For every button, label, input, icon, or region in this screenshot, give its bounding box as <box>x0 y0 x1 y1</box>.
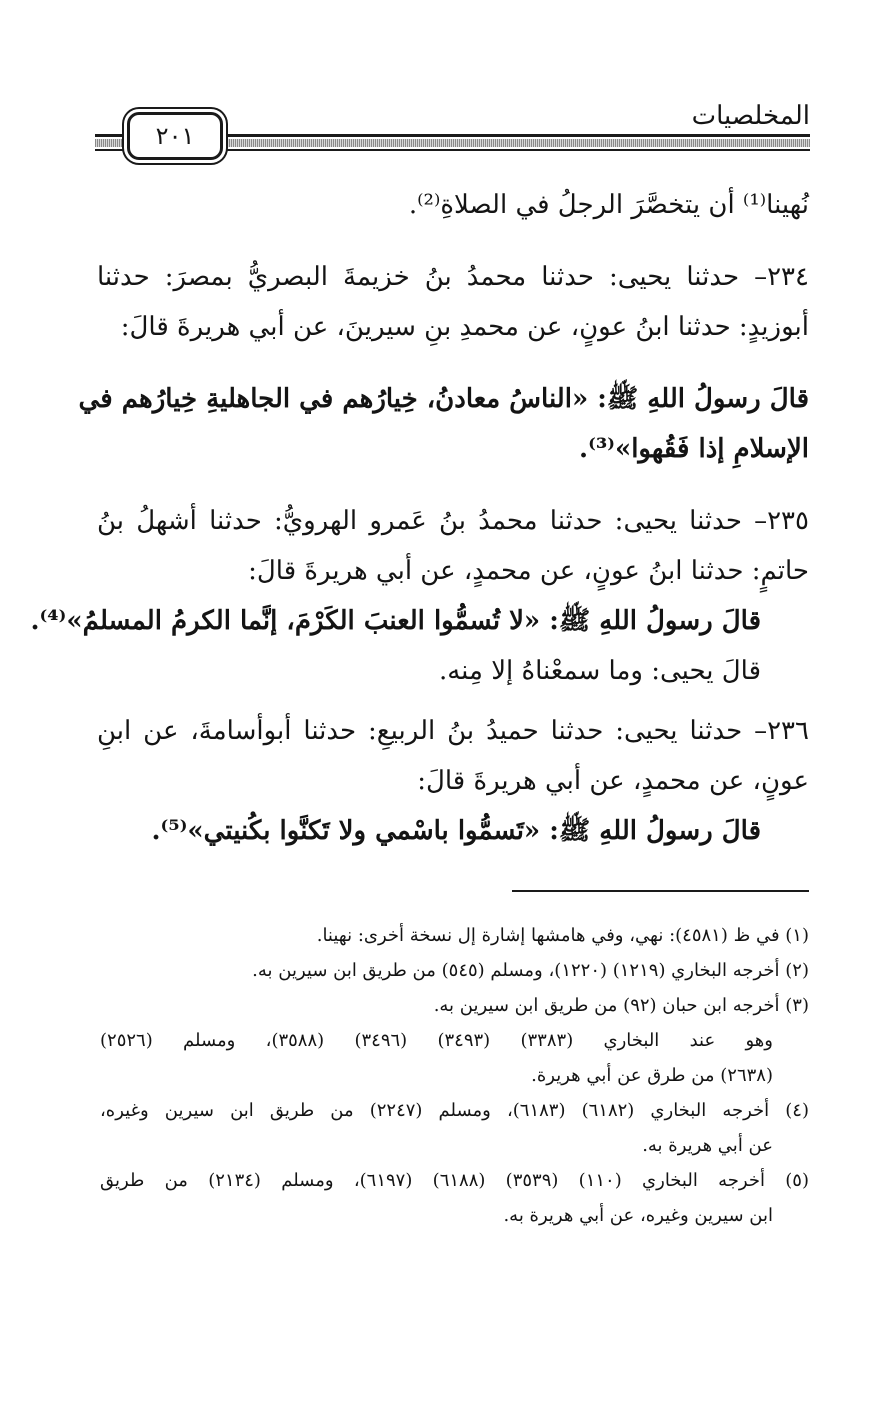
footnote-5: (٥) أخرجه البخاري (١١٠) (٣٥٣٩) (٦١٨٨) (٦١٩٧)، ومسلم (٢١٣٤) من طريق <box>100 1170 809 1191</box>
footnote-2: (٢) أخرجه البخاري (١٢١٩) (١٢٢٠)، ومسلم (٥٤٥) من طريق ابن سيرين به. <box>252 960 809 981</box>
hadith-236-text: قالَ رسولُ اللهِ ﷺ: «تَسمُّوا باسْمي ولا تَكنَّوا بكُنيتي»⁽⁵⁾. <box>151 816 761 846</box>
hadith-234-chain: ٢٣٤– حدثنا يحيى: حدثنا محمدُ بنُ خزيمةَ البصريُّ بمصرَ: حدثنا <box>97 262 809 292</box>
footnote-3: (٣) أخرجه ابن حبان (٩٢) من طريق ابن سيرين به. <box>433 995 809 1016</box>
page-number: ٢٠١ <box>155 122 195 150</box>
footnote-3-cont-2: (٢٦٣٨) من طرق عن أبي هريرة. <box>531 1065 773 1086</box>
footnote-4: (٤) أخرجه البخاري (٦١٨٢) (٦١٨٣)، ومسلم (٢٢٤٧) من طريق ابن سيرين وغيره، <box>100 1100 809 1121</box>
hadith-234-chain-cont: أبوزيدٍ: حدثنا ابنُ عونٍ، عن محمدِ بنِ سيرينَ، عن أبي هريرةَ قالَ: <box>120 312 809 342</box>
footnote-4-cont: عن أبي هريرة به. <box>642 1135 773 1156</box>
footnote-1: (١) في ظ (٤٥٨١): نهي، وفي هامشها إشارة إل نسخة أخرى: نهينا. <box>316 925 809 946</box>
main-text <box>30 180 809 856</box>
hadith-234-text: قالَ رسولُ اللهِ ﷺ: «الناسُ معادنُ، خِيارُهم في الجاهليةِ خِيارُهم في <box>78 384 809 414</box>
hadith-234-text-cont: الإسلامِ إذا فَقُهوا»⁽³⁾. <box>579 434 809 464</box>
yahya-comment: قالَ يحيى: وما سمعْناهُ إلا مِنه. <box>438 656 761 686</box>
footnote-3-cont: وهو عند البخاري (٣٣٨٣) (٣٤٩٣) (٣٤٩٦) (٣٥٨٨)، ومسلم (٢٥٢٦) <box>100 1030 773 1051</box>
page-header <box>95 98 810 158</box>
text-line: نُهينا⁽¹⁾ أن يتخصَّرَ الرجلُ في الصلاةِ⁽²⁾. <box>408 190 809 220</box>
footnote-5-cont: ابن سيرين وغيره، عن أبي هريرة به. <box>503 1205 773 1226</box>
hadith-236-chain: ٢٣٦– حدثنا يحيى: حدثنا حميدُ بنُ الربيعِ: حدثنا أبوأسامةَ، عن ابنِ <box>97 716 809 746</box>
footnotes <box>100 918 809 1233</box>
page-number-box <box>127 112 223 160</box>
hadith-235-text: قالَ رسولُ اللهِ ﷺ: «لا تُسمُّوا العنبَ الكَرْمَ، إنَّما الكرمُ المسلمُ»⁽⁴⁾. <box>30 606 761 636</box>
hadith-236-chain-cont: عونٍ، عن محمدٍ، عن أبي هريرةَ قالَ: <box>417 766 809 796</box>
book-title: المخلصيات <box>691 101 810 131</box>
footnote-separator <box>512 890 809 892</box>
hadith-235-chain-cont: حاتمٍ: حدثنا ابنُ عونٍ، عن محمدٍ، عن أبي هريرةَ قالَ: <box>248 556 809 586</box>
hadith-235-chain: ٢٣٥– حدثنا يحيى: حدثنا محمدُ بنُ عَمرو الهرويُّ: حدثنا أشهلُ بنُ <box>97 506 809 536</box>
